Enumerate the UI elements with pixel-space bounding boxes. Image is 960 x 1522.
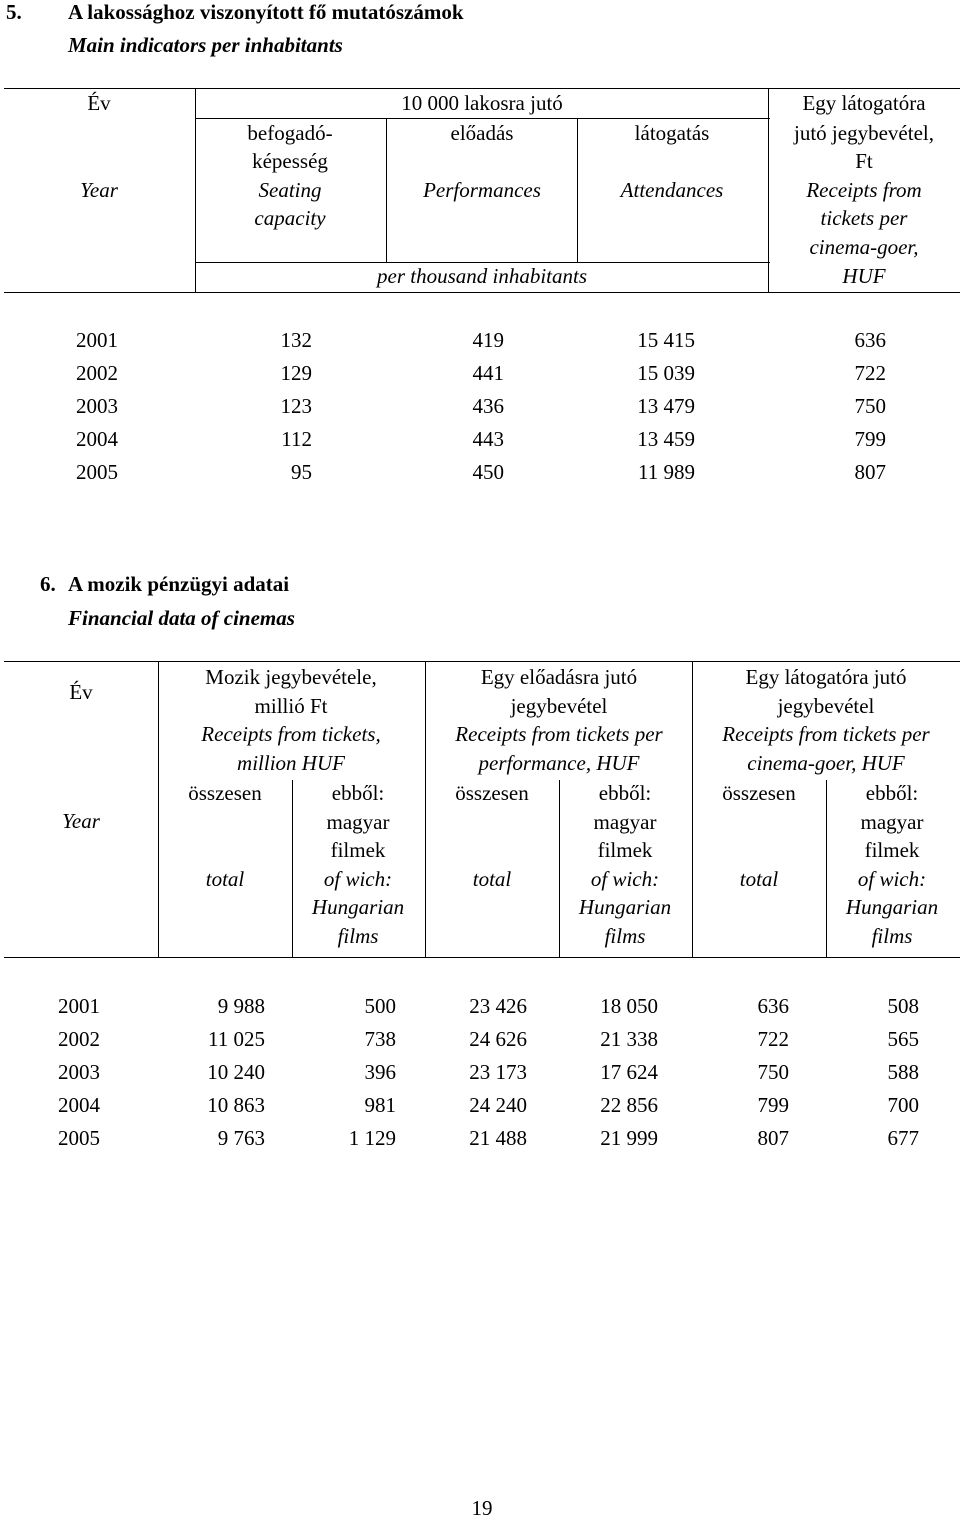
table6-hungarian-header-en: films bbox=[871, 924, 913, 948]
table6-divider bbox=[692, 661, 693, 957]
table6-group2-header-hu: jegybevétel bbox=[510, 694, 608, 718]
per-visitor-hungarian-cell: 700 bbox=[887, 1093, 919, 1117]
table5-divider bbox=[768, 88, 769, 292]
table6-group2-header-en: performance, HUF bbox=[478, 751, 640, 775]
table6-divider bbox=[826, 780, 827, 957]
table6-year-header-en: Year bbox=[62, 809, 100, 833]
year-cell: 2004 bbox=[58, 1093, 100, 1117]
per-performance-total-cell: 24 626 bbox=[469, 1027, 527, 1051]
table5-group-header-hu: 10 000 lakosra jutó bbox=[401, 91, 563, 115]
per-visitor-total-cell: 807 bbox=[757, 1126, 789, 1150]
table6-total-header-en: total bbox=[472, 867, 512, 891]
seating-cell: 132 bbox=[280, 328, 312, 352]
per-performance-total-cell: 23 173 bbox=[469, 1060, 527, 1084]
table5-seating-header-en: Seating bbox=[258, 178, 322, 202]
year-cell: 2003 bbox=[76, 394, 118, 418]
table6-top-rule bbox=[4, 661, 960, 662]
performances-cell: 441 bbox=[472, 361, 504, 385]
per-performance-hungarian-cell: 17 624 bbox=[600, 1060, 658, 1084]
table5-attendances-header-hu: látogatás bbox=[634, 121, 710, 145]
per-performance-hungarian-cell: 18 050 bbox=[600, 994, 658, 1018]
table5-divider bbox=[577, 118, 578, 262]
performances-cell: 450 bbox=[472, 460, 504, 484]
per-performance-hungarian-cell: 21 999 bbox=[600, 1126, 658, 1150]
table6-total-header-en: total bbox=[205, 867, 245, 891]
year-cell: 2002 bbox=[76, 361, 118, 385]
table6-header-bottom-rule bbox=[4, 957, 960, 958]
seating-cell: 95 bbox=[291, 460, 312, 484]
table5-performances-header-hu: előadás bbox=[450, 121, 514, 145]
table6-divider bbox=[292, 780, 293, 957]
performances-cell: 443 bbox=[472, 427, 504, 451]
table6-group3-header-en: Receipts from tickets per bbox=[722, 722, 930, 746]
table5-receipts-header-en: tickets per bbox=[820, 206, 908, 230]
table5-receipts-header-hu: Egy látogatóra bbox=[802, 91, 926, 115]
attendances-cell: 11 989 bbox=[638, 460, 695, 484]
table6-hungarian-header-hu: magyar bbox=[326, 810, 390, 834]
receipts-total-cell: 10 863 bbox=[207, 1093, 265, 1117]
table6-hungarian-header-hu: ebből: bbox=[331, 781, 385, 805]
per-performance-total-cell: 21 488 bbox=[469, 1126, 527, 1150]
receipts-cell: 807 bbox=[854, 460, 886, 484]
year-cell: 2001 bbox=[76, 328, 118, 352]
receipts-cell: 722 bbox=[854, 361, 886, 385]
receipts-cell: 636 bbox=[854, 328, 886, 352]
seating-cell: 123 bbox=[280, 394, 312, 418]
receipts-total-cell: 11 025 bbox=[208, 1027, 265, 1051]
table5-performances-header-en: Performances bbox=[423, 178, 541, 202]
table5-divider bbox=[386, 118, 387, 262]
table5-seating-header-en: capacity bbox=[254, 206, 326, 230]
table6-year-header-hu: Év bbox=[69, 680, 93, 704]
attendances-cell: 13 459 bbox=[637, 427, 695, 451]
receipts-total-cell: 9 763 bbox=[217, 1126, 265, 1150]
table6-hungarian-header-hu: magyar bbox=[860, 810, 924, 834]
section6-number: 6. bbox=[40, 572, 56, 596]
table5-divider bbox=[195, 88, 196, 292]
table5-seating-header-hu: képesség bbox=[252, 149, 328, 173]
table6-hungarian-header-en: films bbox=[604, 924, 646, 948]
receipts-hungarian-cell: 396 bbox=[364, 1060, 396, 1084]
performances-cell: 436 bbox=[472, 394, 504, 418]
section6-title-hu: A mozik pénzügyi adatai bbox=[68, 572, 290, 596]
year-cell: 2001 bbox=[58, 994, 100, 1018]
table5-year-header-hu: Év bbox=[87, 91, 111, 115]
year-cell: 2003 bbox=[58, 1060, 100, 1084]
per-visitor-total-cell: 750 bbox=[757, 1060, 789, 1084]
per-visitor-hungarian-cell: 565 bbox=[887, 1027, 919, 1051]
table5-header-bottom-rule bbox=[4, 292, 960, 293]
table6-hungarian-header-en: Hungarian bbox=[578, 895, 672, 919]
performances-cell: 419 bbox=[472, 328, 504, 352]
per-performance-hungarian-cell: 22 856 bbox=[600, 1093, 658, 1117]
receipts-cell: 799 bbox=[854, 427, 886, 451]
per-visitor-total-cell: 636 bbox=[757, 994, 789, 1018]
table5-group-header-en: per thousand inhabitants bbox=[376, 264, 588, 288]
per-visitor-hungarian-cell: 588 bbox=[887, 1060, 919, 1084]
section5-number: 5. bbox=[6, 0, 22, 24]
table6-group2-header-hu: Egy előadásra jutó bbox=[480, 665, 638, 689]
table6-hungarian-header-en: films bbox=[337, 924, 379, 948]
table6-total-header-en: total bbox=[739, 867, 779, 891]
receipts-hungarian-cell: 500 bbox=[364, 994, 396, 1018]
table5-receipts-header-en: Receipts from bbox=[806, 178, 922, 202]
table6-group1-header-en: million HUF bbox=[237, 751, 345, 775]
receipts-hungarian-cell: 1 129 bbox=[348, 1126, 396, 1150]
per-visitor-hungarian-cell: 677 bbox=[887, 1126, 919, 1150]
table5-receipts-header-en: cinema-goer, bbox=[809, 235, 919, 259]
table6-divider bbox=[559, 780, 560, 957]
section5-title-en: Main indicators per inhabitants bbox=[68, 33, 343, 57]
year-cell: 2004 bbox=[76, 427, 118, 451]
table5-seating-header-hu: befogadó- bbox=[247, 121, 333, 145]
table6-group1-header-hu: Mozik jegybevétele, bbox=[205, 665, 377, 689]
year-cell: 2002 bbox=[58, 1027, 100, 1051]
table6-group3-header-en: cinema-goer, HUF bbox=[747, 751, 905, 775]
table6-hungarian-header-hu: ebből: bbox=[598, 781, 652, 805]
per-visitor-total-cell: 799 bbox=[757, 1093, 789, 1117]
table5-year-header-en: Year bbox=[80, 178, 118, 202]
table6-hungarian-header-en: of wich: bbox=[323, 867, 393, 891]
table5-receipts-header-hu: jutó jegybevétel, bbox=[794, 121, 934, 145]
table6-hungarian-header-en: Hungarian bbox=[311, 895, 405, 919]
table6-group1-header-hu: millió Ft bbox=[254, 694, 328, 718]
table6-divider bbox=[425, 661, 426, 957]
year-cell: 2005 bbox=[76, 460, 118, 484]
table5-attendances-header-en: Attendances bbox=[620, 178, 724, 202]
table6-group1-header-en: Receipts from tickets, bbox=[201, 722, 381, 746]
seating-cell: 129 bbox=[280, 361, 312, 385]
table6-hungarian-header-hu: filmek bbox=[864, 838, 920, 862]
per-visitor-hungarian-cell: 508 bbox=[887, 994, 919, 1018]
per-performance-total-cell: 23 426 bbox=[469, 994, 527, 1018]
table6-group3-header-hu: Egy látogatóra jutó bbox=[745, 665, 907, 689]
table6-total-header-hu: összesen bbox=[455, 781, 529, 805]
receipts-hungarian-cell: 738 bbox=[364, 1027, 396, 1051]
receipts-total-cell: 9 988 bbox=[217, 994, 265, 1018]
per-performance-total-cell: 24 240 bbox=[469, 1093, 527, 1117]
section5-title-hu: A lakossághoz viszonyított fő mutatószámok bbox=[68, 0, 464, 24]
year-cell: 2005 bbox=[58, 1126, 100, 1150]
per-visitor-total-cell: 722 bbox=[757, 1027, 789, 1051]
attendances-cell: 15 415 bbox=[637, 328, 695, 352]
attendances-cell: 15 039 bbox=[637, 361, 695, 385]
table6-hungarian-header-en: of wich: bbox=[590, 867, 660, 891]
table6-hungarian-header-en: of wich: bbox=[857, 867, 927, 891]
table6-hungarian-header-hu: ebből: bbox=[865, 781, 919, 805]
table6-hungarian-header-hu: filmek bbox=[330, 838, 386, 862]
table6-divider bbox=[158, 661, 159, 957]
table6-group3-header-hu: jegybevétel bbox=[777, 694, 875, 718]
table5-receipts-header-hu: Ft bbox=[855, 149, 873, 173]
table6-hungarian-header-hu: magyar bbox=[593, 810, 657, 834]
table5-receipts-header-en: HUF bbox=[842, 264, 886, 288]
section6-title-en: Financial data of cinemas bbox=[68, 606, 295, 630]
page-number: 19 bbox=[471, 1496, 493, 1520]
table6-total-header-hu: összesen bbox=[188, 781, 262, 805]
table6-group2-header-en: Receipts from tickets per bbox=[455, 722, 663, 746]
table6-hungarian-header-en: Hungarian bbox=[845, 895, 939, 919]
receipts-total-cell: 10 240 bbox=[207, 1060, 265, 1084]
per-performance-hungarian-cell: 21 338 bbox=[600, 1027, 658, 1051]
seating-cell: 112 bbox=[281, 427, 312, 451]
table6-hungarian-header-hu: filmek bbox=[597, 838, 653, 862]
receipts-cell: 750 bbox=[854, 394, 886, 418]
table6-total-header-hu: összesen bbox=[722, 781, 796, 805]
receipts-hungarian-cell: 981 bbox=[364, 1093, 396, 1117]
attendances-cell: 13 479 bbox=[637, 394, 695, 418]
